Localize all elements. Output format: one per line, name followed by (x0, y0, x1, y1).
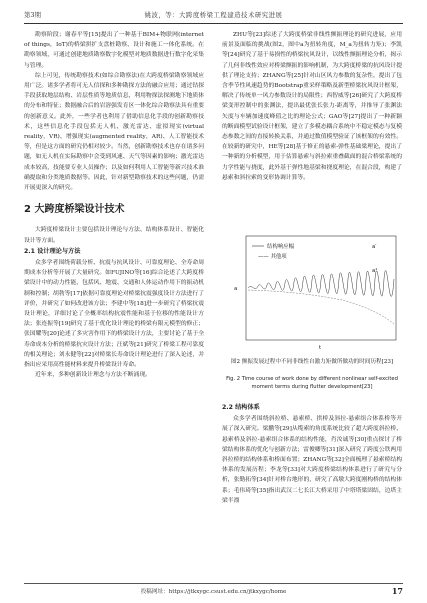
x-axis-label: t (319, 345, 322, 351)
paragraph: 众多学者围绕斜拉桥、悬索桥、拱桥及斜拉-悬索组合体系桥等开展了深入研究。梁鹏等[29]从缆索的角度系统比较了超大跨度斜拉桥、悬索桥及斜拉-悬索组合体系的结构性能，肖汝诚等[30]重点探讨了桥梁结构体系的优化与创新方法；雷俊卿等[31]深入研究了跨度公铁两用斜拉桥的结构体系和桥面布置；ZHANG等[32]全面梳理了悬索桥结构体系的发展历程；李龙等[33]对大跨度桥梁结构体系进行了研究与分析，张勤拓等[34]针对桥台地形的，研究了高墩大跨度刚构桥的结构体系；毛伟琦等[35]指出武汉二七长江大桥采用了中塔塔梁固结，边塔主梁半漂 (222, 416, 403, 504)
footer-rule (24, 583, 403, 584)
curve-label-a-prime: a′ (372, 244, 377, 250)
running-title: 姚波，等：大跨度桥梁工程建造技术研究进展 (144, 11, 283, 19)
legend-label-2: —— 其他项 (258, 254, 287, 260)
issue-number: 第3期 (24, 11, 41, 19)
paragraph: 勘察阶段；谢春平等[15]提出了一种基于BIM+物联网(internet of things，IoT)的桥梁拼扩支盘桩勘察、设计和施工一体化系统。在勘察领域，可通过创建地质勘察数字化模型对地质数据进行数字化采集与管理。 (24, 32, 204, 69)
legend-label-1: 结构响应幅 (267, 244, 294, 250)
subsection-heading: 2.2 结构体系 (222, 404, 260, 411)
right-column (222, 30, 402, 183)
paragraph: 众多学者围绕荷载分析、抗震与抗风设计、可靠度理论、全寿命周期成本分析等开展了大量研究。如FUJINO等[16]综合论述了大跨度桥梁设计中的动力性能，包括风、地震、交通和人体运动作用下的振动机制和控制；胡勃等[17]依据可靠度理论对桥梁抗震强度设计方法进行了评价，并研究了如何改进该方法；李建中等[18]进一步研究了桥梁抗震设计理论，详细讨论了全概率结构抗震性能和基于位移的性能设计方法；张连振等[19]研究了基于优化设计理论的桥梁有限元模型的修正；张国耀等[20]论述了多灾害作用下的桥梁设计方法，主要讨论了基于全寿命成本分析的桥梁抗灾设计方法；汪斌等[21]研究了桥梁工程可靠度的相关理论；刘永健等[22]对桥梁长寿命设计理论进行了深入论述，并指出应采用高性能材料来提升桥梁设计寿命。 (24, 260, 205, 369)
figure-caption-en: Fig. 2 Time course of work done by different nonlinear self-excited moment terms during flutter development[23] (226, 376, 398, 390)
header-rule (24, 23, 403, 24)
paragraph: ZHU等[23]综述了大跨度桥梁非线性颤振理论的研究进展，应用前景及面临的挑战(图2，图中a为扭转角度，M_a为扭转力矩)；李凯等[24]研究了基于易损性的桥梁抗风设计，以线性颤振理论分析，揭示了几何非线性效应对桥梁颤振的影响机制，为大跨度桥梁的抗风设计提供了理论支持；ZHANG等[25]针对山区风力参数的复杂性，提出了包含季节性风速趋势的Bootstrap重采样策略及新型桥梁抗风设计框架，解决了传统单一风力参数设计的局限性；西智威等[26]研究了大跨度桥梁变形控制中的张渊法，提出最优张长张力-距离等，并推导了张渊法矢度与车辆加速度峰值之比的理论公式；GAO等[27]提出了一种新颖的断面模型试验设计框架，建立了多模态耦合系统中不稳定模态与复模态参数之间的直接转换关系，并通过数值模型验证了该框架的有效性。在较新的研究中，HE等[28]基于修正的悬索-弹性基础梁理论，提出了一种新的分析模型，用于估算悬索与斜拉索重叠截面的混合桥梁系统的力学性能与挠度，此外基于弹性地基梁和挠度理论，在混合段，构建了悬索和斜拉索的变形协调计算等。 (222, 32, 403, 181)
left-column (24, 30, 204, 381)
paragraph: 大跨度桥梁设计主要包括设计理论与方法、结构体系设计、智能化设计等方面。 (24, 227, 204, 244)
curve-label-a1: a¹ (372, 268, 378, 274)
running-header (24, 8, 403, 22)
figure-2-chart (222, 228, 402, 354)
y-axis-label: a (234, 286, 238, 292)
subsection-heading: 2.1 设计理论与方法 (24, 247, 81, 255)
figure-caption-cn: 图2 颤振发展过程中不同非线性自激力矩做所做功的时间历程[23] (230, 359, 394, 365)
section-heading: 2 大跨度桥梁设计技术 (24, 204, 125, 216)
response-curve (248, 271, 394, 297)
plot-frame (246, 236, 396, 340)
right-column-lower (222, 402, 402, 506)
journal-url[interactable]: 投稿网址：https://jtkxygc.csust.edu.cn/jtkxygc/home (140, 589, 287, 595)
paragraph: 综上可见，传统勘察技术(如综合勘察法)在大跨度桥梁勘察领域应用广泛。诸多学者将可无人信探和多种勘探方法的融合应用；通过钻探手段获取地层结构、岩层性质等地质信息，利用物探法探测地下地质体的分布和特征；数据融合后的岩溶强发育区一体化综合勘察法具有重要的创新意义。此外，一些学者也利用了借助信息化手段的创新勘察技术，这些信息化手段包括无人机、激光雷达、虚拟现实(virtual reality，VR)、增强现实(augmented reality，AR)、人工智能技术等，但是这方面的研究仍相对较少。当然，创新勘察技术也存在诸多问题，如无人机在实际勘察中会受到风速、天气等因素的影响；激光雷达成本较高，技能要专业人员操作；以及如何利用人工智能等新兴技术准确提取和分类地质数据等。因此，针对新型勘察技术的这些问题，仍需开展更深入的研究。 (24, 72, 204, 192)
paragraph: 近年来，多种创新设计理念与方法不断涌现。 (35, 372, 151, 379)
page-number: 17 (391, 586, 403, 596)
